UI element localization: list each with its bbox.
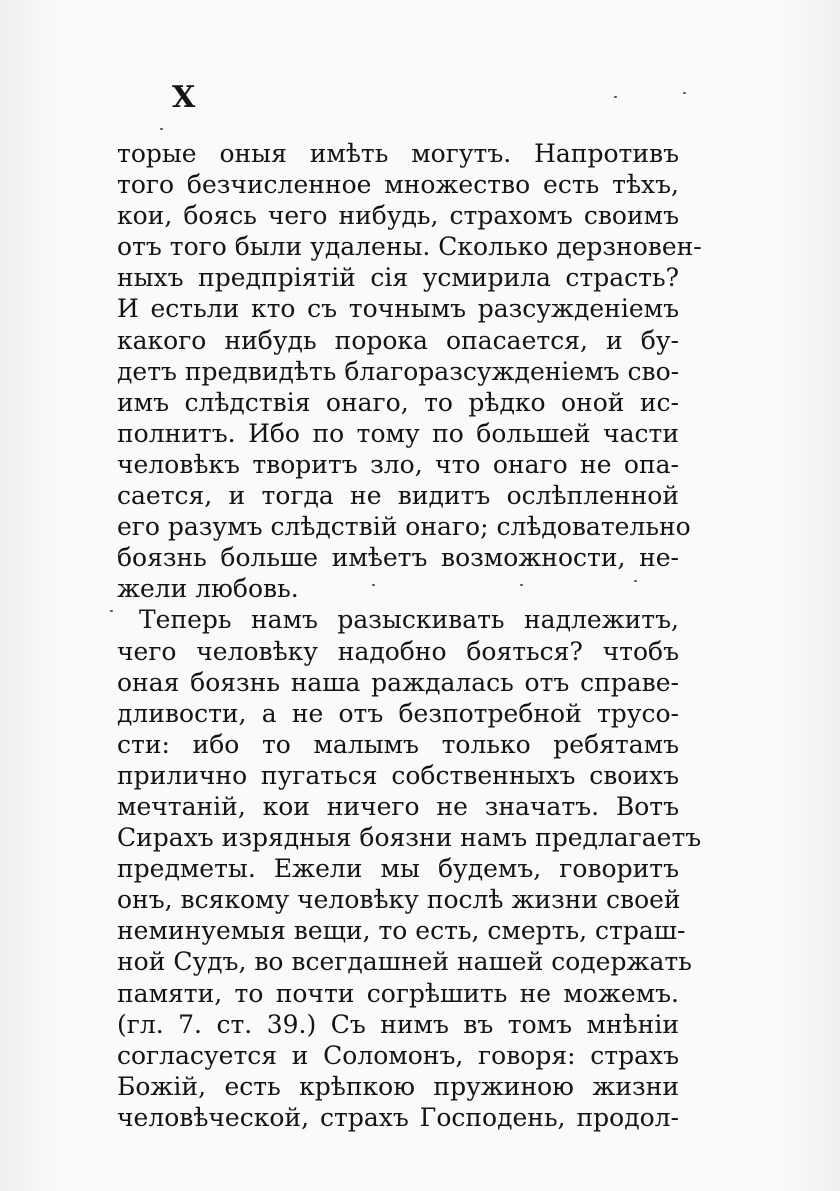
text-line: Божій, есть крѣпкою пружиною жизни <box>117 1071 679 1101</box>
text-line: сается, и тогда не видитъ ослѣпленной <box>117 481 679 511</box>
text-line: кои, боясь чего нибудь, страхомъ своимъ <box>117 201 679 231</box>
text-line: ныхъ предпріятій сія усмирила страсть? <box>117 263 679 293</box>
text-line: боязнь больше имѣетъ возможности, не- <box>117 543 679 573</box>
text-line: имъ слѣдствія онаго, то рѣдко оной ис- <box>117 387 679 417</box>
text-line: того безчисленное множество есть тѣхъ, <box>117 170 679 200</box>
scan-speck <box>372 584 375 586</box>
text-line: чего человѣку надобно бояться? чтобъ <box>117 636 679 666</box>
text-line: онъ, всякому человѣку послѣ жизни своей <box>117 885 681 915</box>
text-line: человѣкъ творитъ зло, что онаго не опа- <box>117 449 679 479</box>
body-text <box>117 138 702 1133</box>
paragraph-start-line: Теперь намъ разыскивать надлежитъ, <box>139 605 679 635</box>
text-line: детъ предвидѣть благоразсужденіемъ сво- <box>117 356 680 386</box>
scan-speck <box>634 580 637 582</box>
text-line: (гл. 7. ст. 39.) Съ нимъ въ томъ мнѣніи <box>117 1009 679 1039</box>
text-line: Сирахъ изрядныя боязни намъ предлагаетъ <box>117 823 702 853</box>
text-line: ной Судъ, во всегдашней нашей содержать <box>117 947 692 977</box>
text-line: дливости, а не отъ безпотребной трусо- <box>117 698 679 728</box>
page-number: X <box>172 80 197 115</box>
text-line: предметы. Ежели мы будемъ, говоритъ <box>117 854 679 884</box>
text-line: И естьли кто съ точнымъ разсужденіемъ <box>117 294 679 324</box>
scan-speck <box>110 610 113 612</box>
text-line: торые оныя имѣть могутъ. Напротивъ <box>117 139 679 168</box>
text-line: человѣческой, страхъ Господень, продол- <box>117 1102 679 1132</box>
text-line: прилично пугаться собственныхъ своихъ <box>117 760 679 790</box>
scan-speck <box>683 92 686 94</box>
text-line: какого нибудь порока опасается, и бу- <box>117 325 679 355</box>
text-line: памяти, то почти согрѣшить не можемъ. <box>117 978 679 1008</box>
scan-speck <box>614 96 617 98</box>
scan-speck <box>160 128 163 130</box>
text-line: неминуемыя вещи, то есть, смерть, страш- <box>117 916 686 946</box>
text-line: полнитъ. Ибо по тому по большей части <box>117 418 679 448</box>
text-line: сти: ибо то малымъ только ребятамъ <box>117 729 679 759</box>
text-line: согласуется и Соломонъ, говоря: страхъ <box>117 1040 679 1070</box>
text-line: оная боязнь наша раждалась отъ справе- <box>117 667 679 697</box>
text-line: его разумъ слѣдствій онаго; слѣдовательно <box>117 512 691 542</box>
text-line: мечтаній, кои ничего не значатъ. Вотъ <box>117 791 679 821</box>
scan-speck <box>520 584 523 586</box>
text-line: жели любовь. <box>117 574 299 604</box>
text-line: отъ того были удалены. Сколько дерзновен- <box>117 232 702 262</box>
